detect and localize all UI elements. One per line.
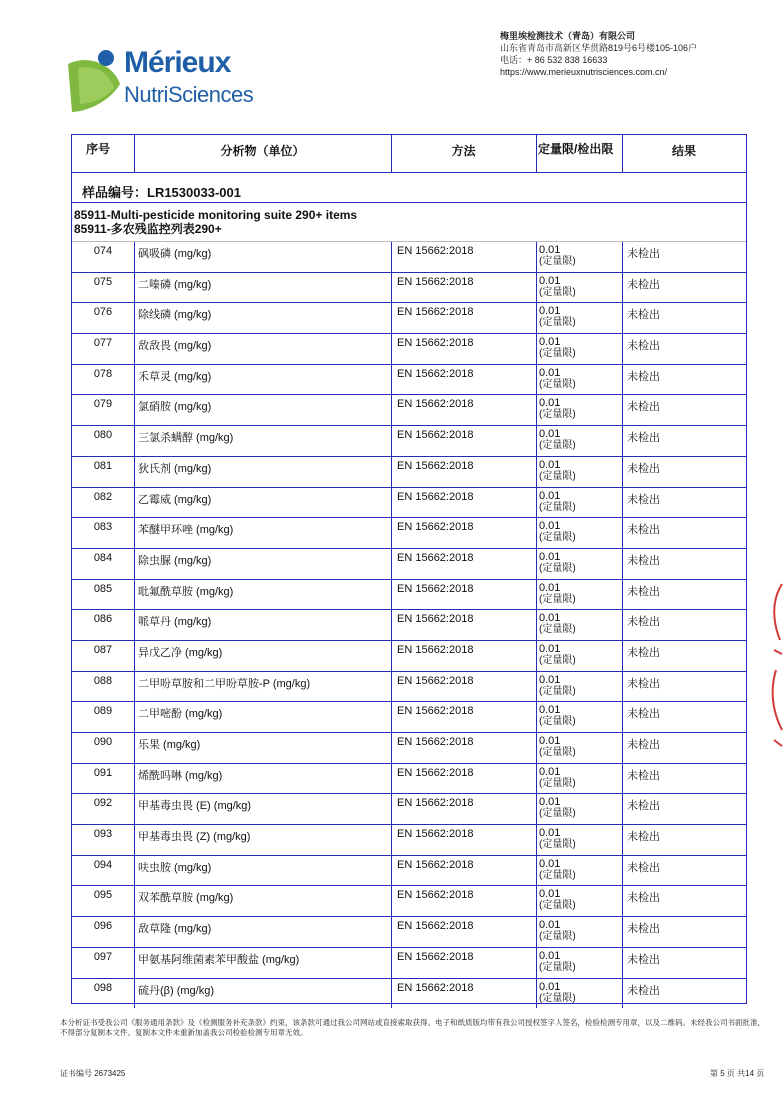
row-limit bbox=[536, 549, 622, 579]
row-result: 未检出 bbox=[622, 580, 746, 610]
row-limit-value: 0.01 bbox=[539, 765, 561, 778]
row-limit bbox=[536, 610, 622, 640]
suite-title-en: 85911-Multi-pesticide monitoring suite 290+ items bbox=[74, 208, 358, 222]
row-limit-value: 0.01 bbox=[539, 919, 561, 932]
row-method: EN 15662:2018 bbox=[391, 426, 536, 456]
row-result: 未检出 bbox=[622, 672, 746, 702]
row-number: 076 bbox=[93, 306, 113, 319]
row-limit bbox=[536, 702, 622, 732]
row-limit-note: (定量限) bbox=[539, 562, 576, 574]
table-row bbox=[72, 671, 746, 702]
row-method: EN 15662:2018 bbox=[391, 917, 536, 947]
table-row bbox=[72, 333, 746, 364]
row-method: EN 15662:2018 bbox=[391, 488, 536, 518]
row-number: 098 bbox=[93, 981, 113, 994]
row-number: 089 bbox=[93, 705, 113, 718]
sample-number: 样品编号：LR1530033-001 bbox=[82, 185, 241, 200]
table-row bbox=[72, 701, 746, 732]
row-analyte: 敌敌畏 (mg/kg) bbox=[134, 334, 391, 364]
row-limit-note: (定量限) bbox=[539, 654, 576, 666]
row-result: 未检出 bbox=[622, 334, 746, 364]
row-analyte: 甲基毒虫畏 (Z) (mg/kg) bbox=[134, 825, 391, 855]
row-number: 094 bbox=[93, 858, 113, 871]
row-limit-value: 0.01 bbox=[539, 796, 561, 809]
row-result: 未检出 bbox=[622, 641, 746, 671]
row-limit-value: 0.01 bbox=[539, 305, 561, 318]
row-limit bbox=[536, 948, 622, 978]
table-row bbox=[72, 548, 746, 579]
row-limit-note: (定量限) bbox=[539, 624, 576, 636]
row-analyte: 禾草灵 (mg/kg) bbox=[134, 365, 391, 395]
table-row bbox=[72, 364, 746, 395]
row-analyte: 乐果 (mg/kg) bbox=[134, 733, 391, 763]
certificate-number: 证书编号 2673425 bbox=[60, 1069, 126, 1078]
row-limit-value: 0.01 bbox=[539, 489, 561, 502]
row-result: 未检出 bbox=[622, 917, 746, 947]
row-number: 074 bbox=[93, 245, 113, 257]
company-info bbox=[500, 30, 697, 78]
row-method: EN 15662:2018 bbox=[391, 273, 536, 303]
footer-disclaimer: 本分析证书受我公司《服务通用条款》及《检测服务补充条款》约束，该条款可通过我公司网站或直接索取获得。电子和纸质版均带有我公司授权签字人签名，检验检测专用章，以及二维码。未经我公司书面批准，不得部分复制本文件。复制本文件未重新加盖我公司检验检测专用章无效。 bbox=[60, 1018, 765, 1037]
table-row bbox=[72, 732, 746, 763]
row-result: 未检出 bbox=[622, 702, 746, 732]
row-limit-note: (定量限) bbox=[539, 501, 576, 513]
row-number: 083 bbox=[93, 521, 113, 534]
table-row bbox=[72, 763, 746, 794]
table-row bbox=[72, 487, 746, 518]
row-result: 未检出 bbox=[622, 886, 746, 916]
row-number: 086 bbox=[93, 613, 113, 626]
row-method: EN 15662:2018 bbox=[391, 948, 536, 978]
row-limit bbox=[536, 825, 622, 855]
company-address: 山东省青岛市高新区华贯路819号6号楼105-106户 bbox=[500, 43, 698, 53]
row-number: 093 bbox=[93, 828, 113, 841]
suite-title bbox=[74, 208, 357, 236]
row-number: 078 bbox=[93, 367, 113, 380]
row-number: 096 bbox=[93, 920, 113, 933]
row-analyte: 二嗪磷 (mg/kg) bbox=[134, 273, 391, 303]
row-limit-value: 0.01 bbox=[539, 274, 561, 287]
row-result: 未检出 bbox=[622, 948, 746, 978]
row-analyte: 甲氨基阿维菌素苯甲酸盐 (mg/kg) bbox=[134, 948, 391, 978]
row-limit bbox=[536, 273, 622, 303]
row-limit-value: 0.01 bbox=[539, 458, 561, 471]
row-limit-note: (定量限) bbox=[539, 378, 576, 390]
table-row bbox=[72, 272, 746, 303]
row-result: 未检出 bbox=[622, 764, 746, 794]
row-limit-value: 0.01 bbox=[539, 244, 561, 256]
row-limit-note: (定量限) bbox=[539, 348, 576, 360]
row-result: 未检出 bbox=[622, 426, 746, 456]
row-limit bbox=[536, 979, 622, 1009]
header-analyte: 分析物（单位） bbox=[220, 144, 305, 158]
row-number: 097 bbox=[93, 950, 113, 963]
row-limit-note: (定量限) bbox=[539, 747, 576, 758]
row-result: 未检出 bbox=[622, 610, 746, 640]
row-number: 084 bbox=[93, 551, 113, 564]
row-analyte: 除线磷 (mg/kg) bbox=[134, 303, 391, 333]
row-limit-note: (定量限) bbox=[539, 256, 576, 267]
row-result: 未检出 bbox=[622, 794, 746, 824]
row-number: 079 bbox=[93, 398, 113, 411]
row-limit-value: 0.01 bbox=[539, 827, 561, 840]
row-limit bbox=[536, 886, 622, 916]
row-limit-value: 0.01 bbox=[539, 735, 561, 747]
row-analyte: 狄氏剂 (mg/kg) bbox=[134, 457, 391, 487]
row-analyte: 甲基毒虫畏 (E) (mg/kg) bbox=[134, 794, 391, 824]
row-limit-value: 0.01 bbox=[539, 857, 561, 870]
row-number: 077 bbox=[93, 337, 113, 350]
row-limit bbox=[536, 303, 622, 333]
row-result: 未检出 bbox=[622, 303, 746, 333]
company-url[interactable]: https://www.merieuxnutrisciences.com.cn/ bbox=[500, 67, 668, 77]
row-analyte: 乙霉威 (mg/kg) bbox=[134, 488, 391, 518]
row-method: EN 15662:2018 bbox=[391, 395, 536, 425]
logo-word-merieux: Mérieux bbox=[124, 46, 231, 79]
row-limit bbox=[536, 488, 622, 518]
row-limit-note: (定量限) bbox=[539, 900, 576, 912]
row-result: 未检出 bbox=[622, 856, 746, 886]
row-limit bbox=[536, 764, 622, 794]
row-limit-note: (定量限) bbox=[539, 869, 576, 881]
row-number: 091 bbox=[93, 766, 113, 779]
row-limit-note: (定量限) bbox=[539, 716, 576, 728]
row-limit-value: 0.01 bbox=[539, 428, 561, 441]
table-row bbox=[72, 793, 746, 824]
row-method: EN 15662:2018 bbox=[391, 702, 536, 732]
header-limit: 定量限/检出限 bbox=[538, 142, 614, 156]
row-limit-value: 0.01 bbox=[539, 550, 561, 563]
row-analyte: 异戊乙净 (mg/kg) bbox=[134, 641, 391, 671]
row-analyte: 苯醚甲环唑 (mg/kg) bbox=[134, 518, 391, 548]
row-limit bbox=[536, 580, 622, 610]
row-limit-note: (定量限) bbox=[539, 685, 576, 697]
row-result: 未检出 bbox=[622, 395, 746, 425]
row-limit-note: (定量限) bbox=[539, 593, 576, 605]
page-number: 第 5 页 共14 页 bbox=[710, 1069, 765, 1078]
row-analyte: 吡氟酰草胺 (mg/kg) bbox=[134, 580, 391, 610]
row-method: EN 15662:2018 bbox=[391, 457, 536, 487]
header-result: 结果 bbox=[671, 144, 696, 158]
row-method: EN 15662:2018 bbox=[391, 365, 536, 395]
row-analyte: 氯硝胺 (mg/kg) bbox=[134, 395, 391, 425]
row-limit-value: 0.01 bbox=[539, 336, 561, 349]
row-number: 090 bbox=[93, 736, 113, 748]
row-limit-value: 0.01 bbox=[539, 949, 561, 962]
row-result: 未检出 bbox=[622, 549, 746, 579]
row-limit-value: 0.01 bbox=[539, 612, 561, 625]
row-limit-note: (定量限) bbox=[539, 440, 576, 452]
table-row bbox=[72, 916, 746, 947]
row-limit-value: 0.01 bbox=[539, 397, 561, 410]
row-limit-value: 0.01 bbox=[539, 520, 561, 533]
header-method: 方法 bbox=[451, 144, 476, 158]
row-limit-note: (定量限) bbox=[539, 808, 576, 820]
row-limit-note: (定量限) bbox=[539, 839, 576, 851]
row-method: EN 15662:2018 bbox=[391, 580, 536, 610]
row-method: EN 15662:2018 bbox=[391, 886, 536, 916]
table-row bbox=[72, 456, 746, 487]
row-method: EN 15662:2018 bbox=[391, 672, 536, 702]
table-row bbox=[72, 394, 746, 425]
row-analyte: 除虫脲 (mg/kg) bbox=[134, 549, 391, 579]
row-limit-note: (定量限) bbox=[539, 409, 576, 421]
row-number: 087 bbox=[93, 643, 113, 656]
row-analyte: 双苯酰草胺 (mg/kg) bbox=[134, 886, 391, 916]
row-limit-note: (定量限) bbox=[539, 777, 576, 789]
row-method: EN 15662:2018 bbox=[391, 242, 536, 272]
table-row bbox=[72, 947, 746, 978]
table-row bbox=[72, 579, 746, 610]
row-number: 088 bbox=[93, 674, 113, 687]
table-row bbox=[72, 640, 746, 671]
row-method: EN 15662:2018 bbox=[391, 610, 536, 640]
row-limit-note: (定量限) bbox=[539, 961, 576, 973]
row-limit-value: 0.01 bbox=[539, 704, 561, 717]
table-row bbox=[72, 241, 746, 272]
row-limit-value: 0.01 bbox=[539, 366, 561, 379]
header-no: 序号 bbox=[86, 142, 111, 156]
row-limit-note: (定量限) bbox=[539, 931, 576, 943]
row-result: 未检出 bbox=[622, 979, 746, 1009]
row-analyte: 硫丹(β) (mg/kg) bbox=[134, 979, 391, 1009]
row-number: 095 bbox=[93, 889, 113, 902]
row-limit bbox=[536, 794, 622, 824]
company-phone: 电话：+ 86 532 838 16633 bbox=[500, 55, 608, 65]
row-result: 未检出 bbox=[622, 488, 746, 518]
row-analyte: 二甲嘧酚 (mg/kg) bbox=[134, 702, 391, 732]
row-limit bbox=[536, 856, 622, 886]
row-limit bbox=[536, 426, 622, 456]
row-result: 未检出 bbox=[622, 518, 746, 548]
row-limit bbox=[536, 733, 622, 763]
sample-number-row bbox=[72, 172, 746, 203]
row-limit-note: (定量限) bbox=[539, 532, 576, 544]
row-analyte: 哌草丹 (mg/kg) bbox=[134, 610, 391, 640]
row-result: 未检出 bbox=[622, 365, 746, 395]
row-analyte: 二甲吩草胺和二甲吩草胺-P (mg/kg) bbox=[134, 672, 391, 702]
table-row bbox=[72, 855, 746, 886]
row-result: 未检出 bbox=[622, 733, 746, 763]
row-method: EN 15662:2018 bbox=[391, 641, 536, 671]
row-result: 未检出 bbox=[622, 825, 746, 855]
row-number: 092 bbox=[93, 797, 113, 810]
table-header bbox=[72, 135, 746, 173]
row-number: 085 bbox=[93, 582, 113, 595]
row-limit-note: (定量限) bbox=[539, 992, 576, 1004]
stamp-edge-icon bbox=[768, 580, 784, 750]
table-row bbox=[72, 517, 746, 548]
table-row bbox=[72, 978, 746, 1009]
row-limit-value: 0.01 bbox=[539, 888, 561, 901]
row-number: 080 bbox=[93, 429, 113, 442]
row-limit bbox=[536, 242, 622, 272]
row-method: EN 15662:2018 bbox=[391, 549, 536, 579]
row-analyte: 敌草隆 (mg/kg) bbox=[134, 917, 391, 947]
suite-title-cn: 85911-多农残监控列表290+ bbox=[74, 222, 222, 236]
row-limit bbox=[536, 917, 622, 947]
table-row bbox=[72, 425, 746, 456]
row-limit-note: (定量限) bbox=[539, 317, 576, 329]
row-limit-value: 0.01 bbox=[539, 581, 561, 594]
row-limit-value: 0.01 bbox=[539, 673, 561, 686]
row-result: 未检出 bbox=[622, 273, 746, 303]
row-method: EN 15662:2018 bbox=[391, 334, 536, 364]
row-limit bbox=[536, 365, 622, 395]
row-method: EN 15662:2018 bbox=[391, 303, 536, 333]
row-limit bbox=[536, 641, 622, 671]
row-limit bbox=[536, 518, 622, 548]
row-result: 未检出 bbox=[622, 457, 746, 487]
row-analyte: 烯酰吗啉 (mg/kg) bbox=[134, 764, 391, 794]
row-analyte: 砜吸磷 (mg/kg) bbox=[134, 242, 391, 272]
row-limit bbox=[536, 395, 622, 425]
row-method: EN 15662:2018 bbox=[391, 794, 536, 824]
row-result: 未检出 bbox=[622, 242, 746, 272]
table-row bbox=[72, 609, 746, 640]
row-limit bbox=[536, 457, 622, 487]
row-number: 082 bbox=[93, 490, 113, 503]
logo-word-nutrisciences: NutriSciences bbox=[124, 82, 254, 107]
table-row bbox=[72, 885, 746, 916]
results-table bbox=[71, 134, 747, 1004]
row-method: EN 15662:2018 bbox=[391, 518, 536, 548]
row-limit bbox=[536, 672, 622, 702]
row-method: EN 15662:2018 bbox=[391, 979, 536, 1009]
row-number: 075 bbox=[93, 275, 113, 288]
row-analyte: 三氯杀螨醇 (mg/kg) bbox=[134, 426, 391, 456]
row-method: EN 15662:2018 bbox=[391, 733, 536, 763]
table-row bbox=[72, 302, 746, 333]
table-row bbox=[72, 824, 746, 855]
row-limit-value: 0.01 bbox=[539, 980, 561, 993]
company-name: 梅里埃检测技术（青岛）有限公司 bbox=[500, 31, 636, 41]
row-limit-note: (定量限) bbox=[539, 286, 576, 298]
row-analyte: 呋虫胺 (mg/kg) bbox=[134, 856, 391, 886]
row-method: EN 15662:2018 bbox=[391, 825, 536, 855]
row-method: EN 15662:2018 bbox=[391, 856, 536, 886]
row-limit-value: 0.01 bbox=[539, 642, 561, 655]
table-body bbox=[72, 241, 746, 1008]
row-method: EN 15662:2018 bbox=[391, 764, 536, 794]
row-limit bbox=[536, 334, 622, 364]
row-limit-note: (定量限) bbox=[539, 470, 576, 482]
row-number: 081 bbox=[93, 459, 113, 472]
